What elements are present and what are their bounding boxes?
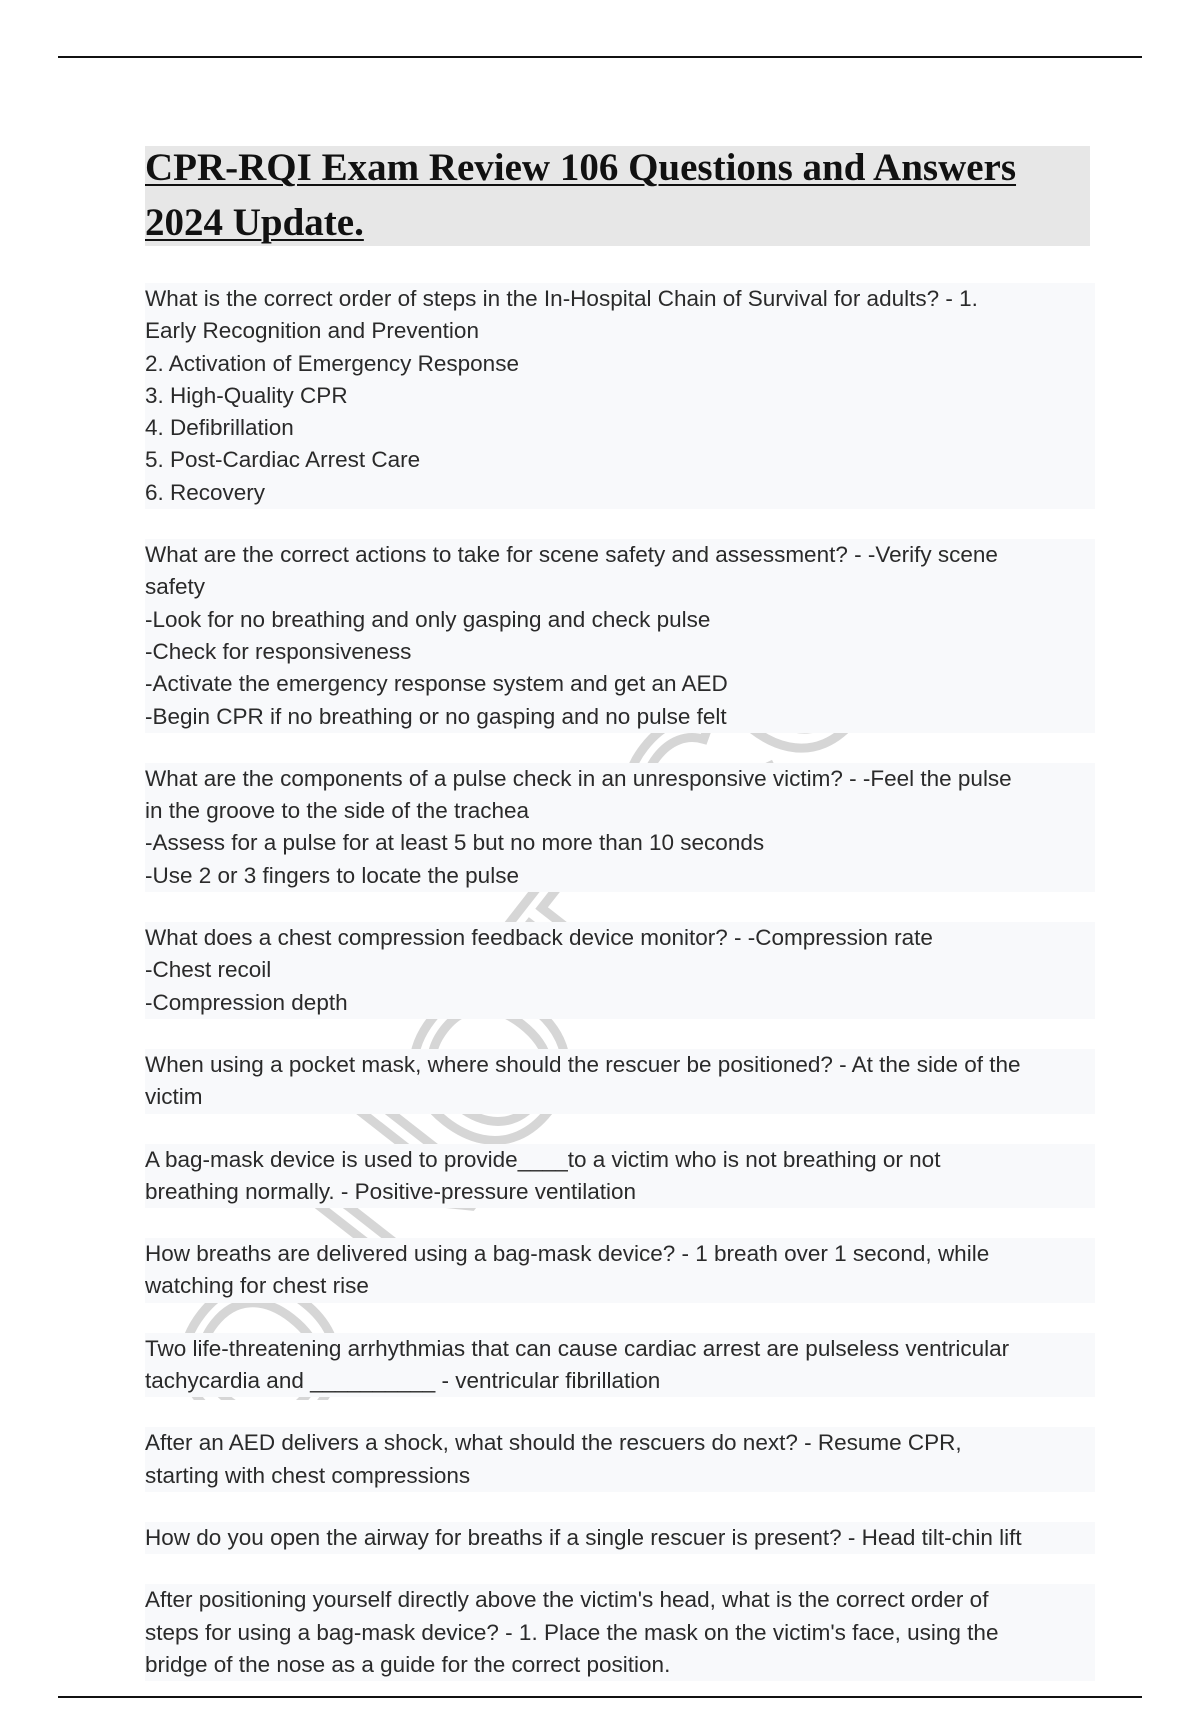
- qa-line: 4. Defibrillation: [145, 412, 1095, 444]
- qa-item: [145, 1049, 1095, 1114]
- qa-line: What does a chest compression feedback device monitor? - -Compression rate: [145, 922, 1095, 954]
- qa-item: [145, 283, 1095, 509]
- qa-item: [145, 539, 1095, 733]
- qa-line: What are the correct actions to take for scene safety and assessment? - -Verify scene: [145, 539, 1095, 571]
- qa-line: -Begin CPR if no breathing or no gasping and no pulse felt: [145, 701, 1095, 733]
- qa-line: What are the components of a pulse check in an unresponsive victim? - -Feel the pulse: [145, 763, 1095, 795]
- header-rule: [58, 56, 1142, 58]
- qa-item: [145, 1427, 1095, 1492]
- qa-line: safety: [145, 571, 1095, 603]
- qa-line: steps for using a bag-mask device? - 1. Place the mask on the victim's face, using the: [145, 1617, 1095, 1649]
- qa-line: Two life-threatening arrhythmias that can cause cardiac arrest are pulseless ventricular: [145, 1333, 1095, 1365]
- qa-item: [145, 922, 1095, 1019]
- qa-line: 2. Activation of Emergency Response: [145, 348, 1095, 380]
- qa-item: [145, 1584, 1095, 1681]
- qa-line: victim: [145, 1081, 1095, 1113]
- qa-item: [145, 1144, 1095, 1209]
- qa-line: -Assess for a pulse for at least 5 but no more than 10 seconds: [145, 827, 1095, 859]
- title-line-2: 2024 Update.: [145, 201, 364, 244]
- qa-item: [145, 763, 1095, 892]
- qa-item: [145, 1238, 1095, 1303]
- document-title: [145, 140, 1095, 250]
- qa-list: [145, 283, 1095, 1711]
- qa-line: tachycardia and __________ - ventricular fibrillation: [145, 1365, 1095, 1397]
- qa-line: How breaths are delivered using a bag-mask device? - 1 breath over 1 second, while: [145, 1238, 1095, 1270]
- qa-line: How do you open the airway for breaths if a single rescuer is present? - Head tilt-chin lift: [145, 1522, 1095, 1554]
- qa-line: -Check for responsiveness: [145, 636, 1095, 668]
- qa-line: breathing normally. - Positive-pressure ventilation: [145, 1176, 1095, 1208]
- qa-line: 6. Recovery: [145, 477, 1095, 509]
- qa-line: -Chest recoil: [145, 954, 1095, 986]
- qa-item: [145, 1333, 1095, 1398]
- qa-line: Early Recognition and Prevention: [145, 315, 1095, 347]
- qa-line: 5. Post-Cardiac Arrest Care: [145, 444, 1095, 476]
- qa-line: -Look for no breathing and only gasping and check pulse: [145, 604, 1095, 636]
- qa-line: -Compression depth: [145, 987, 1095, 1019]
- qa-line: watching for chest rise: [145, 1270, 1095, 1302]
- qa-item: [145, 1522, 1095, 1554]
- qa-line: After an AED delivers a shock, what should the rescuers do next? - Resume CPR,: [145, 1427, 1095, 1459]
- qa-line: When using a pocket mask, where should the rescuer be positioned? - At the side of the: [145, 1049, 1095, 1081]
- qa-line: -Activate the emergency response system and get an AED: [145, 668, 1095, 700]
- qa-line: bridge of the nose as a guide for the correct position.: [145, 1649, 1095, 1681]
- qa-line: What is the correct order of steps in the In-Hospital Chain of Survival for adults? - 1.: [145, 283, 1095, 315]
- title-line-1: CPR-RQI Exam Review 106 Questions and Answers: [145, 146, 1017, 189]
- qa-line: -Use 2 or 3 fingers to locate the pulse: [145, 860, 1095, 892]
- qa-line: A bag-mask device is used to provide____to a victim who is not breathing or not: [145, 1144, 1095, 1176]
- qa-line: After positioning yourself directly above the victim's head, what is the correct order of: [145, 1584, 1095, 1616]
- qa-line: in the groove to the side of the trachea: [145, 795, 1095, 827]
- qa-line: 3. High-Quality CPR: [145, 380, 1095, 412]
- qa-line: starting with chest compressions: [145, 1460, 1095, 1492]
